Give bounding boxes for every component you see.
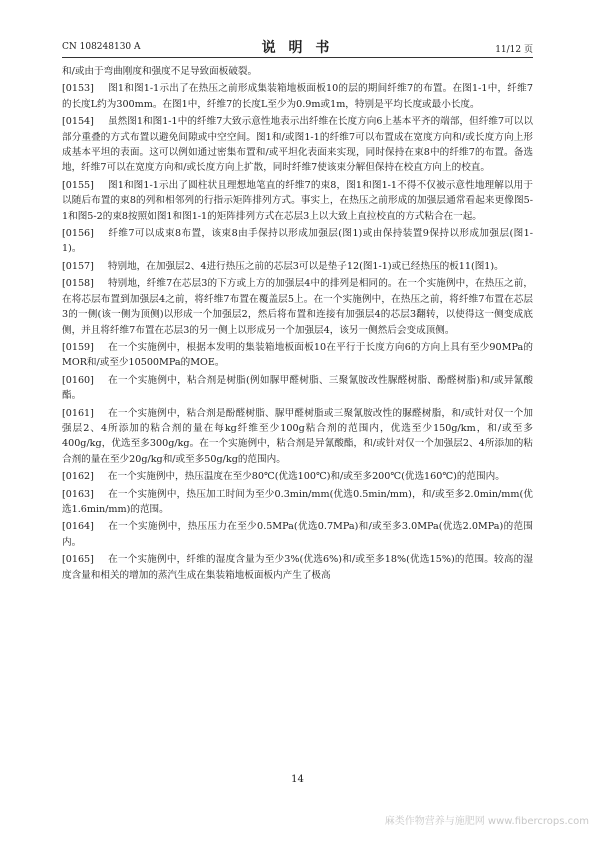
paragraph: [62, 519, 533, 550]
paragraph-text: 在一个实施例中，热压压力在至少0.5MPa(优选0.7MPa)和/或至多3.0MPa(优选2.0MPa)的范围内。: [62, 521, 533, 548]
paragraph-number: [0165]: [62, 554, 94, 566]
paragraph-text: 图1和图1-1示出了圆柱状且理想地笔直的纤维7的束8，图1和图1-1不得不仅被示意性地理解以用于以随后布置的束8的列和相邻列的行指示矩阵排列方式。事实上，在热压之前形成的加强层通常看起来更像图5-1和图5-2的束8按照如图1和图1-1的矩阵排列方式在芯层3上以大致上直拉校直的方式粘合在一起。: [62, 179, 533, 222]
paragraph-text: 在一个实施例中，粘合剂是酚醛树脂、脲甲醛树脂或三聚氰胺改性的脲醛树脂，和/或针对仅一个加强层2、4所添加的粘合剂的量在每kg纤维至少100g粘合剂的范围内，优选至少150g/km，和/或至多400g/kg，优选至多300g/kg。在一个实施例中，粘合剂是异氰酸酯，和/或针对仅一个加强层2、4所添加的粘合剂的量在至少20g/kg和/或至多50g/kg的范围内。: [62, 407, 533, 465]
patent-number: CN 108248130 A: [62, 42, 141, 52]
paragraph-text: 特别地，在加强层2、4进行热压之前的芯层3可以是垫子12(图1-1)或已经热压的板11(图1)。: [107, 260, 504, 272]
paragraph-number: [0162]: [62, 471, 94, 483]
paragraph: [62, 487, 533, 518]
paragraph: [62, 259, 533, 274]
paragraph-text: 虽然图1和图1-1中的纤维7大致示意性地表示出纤维在长度方向6上基本平齐的端部，但纤维7可以以部分重叠的方式布置以避免间隙或中空空间。图1和/或图1-1的纤维7可以布置成在宽度方向和/或长度方向上形成基本平坦的表面。这可以例如通过密集布置和/或平坦化表面来实现，同时保持在束8中的纤维7的布置。备选地，纤维7可以在宽度方向和/或长度方向上扩散，同时纤维7使该束分解但保持在校直方向上的校直。: [62, 116, 533, 174]
paragraph: [62, 178, 533, 224]
paragraph: [62, 552, 533, 583]
paragraph: [62, 373, 533, 404]
paragraph: [62, 469, 533, 484]
paragraph-number: [0160]: [62, 374, 94, 386]
section-title: 说 明 书: [261, 40, 334, 56]
paragraph-text: 特别地，纤维7在芯层3的下方或上方的加强层4中的排列是相同的。在一个实施例中，在热压之前，在将芯层布置到加强层4之前，将纤维7布置在覆盖层5上。在一个实施例中，在热压之前，将纤维7布置在芯层3的一侧(该一侧为顶侧)以形成一个加强层2，然后将布置和连接有加强层4的芯层3翻转，以使得这一侧变成底侧，并且将纤维7布置在芯层3的另一侧上以形成另一个加强层4，该另一侧然后会变成顶侧。: [62, 278, 533, 336]
paragraph: [62, 114, 533, 176]
paragraph: [62, 226, 533, 257]
paragraph: [62, 81, 533, 112]
paragraph-text: 在一个实施例中，热压温度在至少80℃(优选100℃)和/或至多200℃(优选160℃)的范围内。: [107, 471, 505, 483]
paragraph-number: [0158]: [62, 278, 94, 290]
paragraph-number: [0159]: [62, 341, 94, 353]
paragraph-number: [0161]: [62, 407, 94, 419]
paragraph-number: [0163]: [62, 488, 94, 500]
paragraph-text: 纤维7可以成束8布置，该束8由手保持以形成加强层(图1)或由保持装置9保持以形成加强层(图1-1)。: [62, 228, 533, 255]
paragraph-number: [0153]: [62, 83, 94, 95]
paragraph: [62, 340, 533, 371]
header-rule: [62, 57, 533, 58]
paragraph-number: [0156]: [62, 228, 94, 240]
paragraph-text: 图1和图1-1示出了在热压之前形成集装箱地板面板10的层的期间纤维7的布置。在图1-1中，纤维7的长度L约为300mm。在图1中，纤维7的长度L至少为0.9m或1m，特别是平均长度或最小长度。: [62, 83, 533, 110]
paragraph-text: 在一个实施例中，热压加工时间为至少0.3min/mm(优选0.5min/mm)，和/或至多2.0min/mm(优选1.6min/mm)的范围。: [62, 488, 533, 515]
paragraph-number: [0157]: [62, 260, 94, 272]
paragraph-text: 和/或由于弯曲刚度和强度不足导致面板破裂。: [62, 66, 258, 77]
paragraph: [62, 406, 533, 468]
page-of-total: 11/12 页: [495, 45, 533, 55]
paragraph-text: 在一个实施例中，根据本发明的集装箱地板面板10在平行于长度方向6的方向上具有至少90MPa的MOR和/或至少10500MPa的MOE。: [62, 341, 533, 369]
page-header: [62, 36, 533, 56]
paragraph-number: [0154]: [62, 116, 94, 128]
paragraph-number: [0164]: [62, 521, 94, 533]
document-body: [62, 64, 533, 585]
paragraph-number: [0155]: [62, 179, 94, 191]
paragraph-text: 在一个实施例中，纤维的湿度含量为至少3%(优选6%)和/或至多18%(优选15%)的范围。较高的湿度含量和相关的增加的蒸汽生成在集装箱地板面板内产生了极高: [62, 554, 533, 581]
paragraph: [62, 64, 533, 79]
paragraph-text: 在一个实施例中，粘合剂是树脂(例如脲甲醛树脂、三聚氰胺改性脲醛树脂、酚醛树脂)和/或异氰酸酯。: [62, 374, 533, 402]
page-number: 14: [291, 774, 304, 785]
watermark: 麻类作物营养与施肥网 www.fibercrops.com: [384, 816, 589, 827]
paragraph: [62, 276, 533, 338]
